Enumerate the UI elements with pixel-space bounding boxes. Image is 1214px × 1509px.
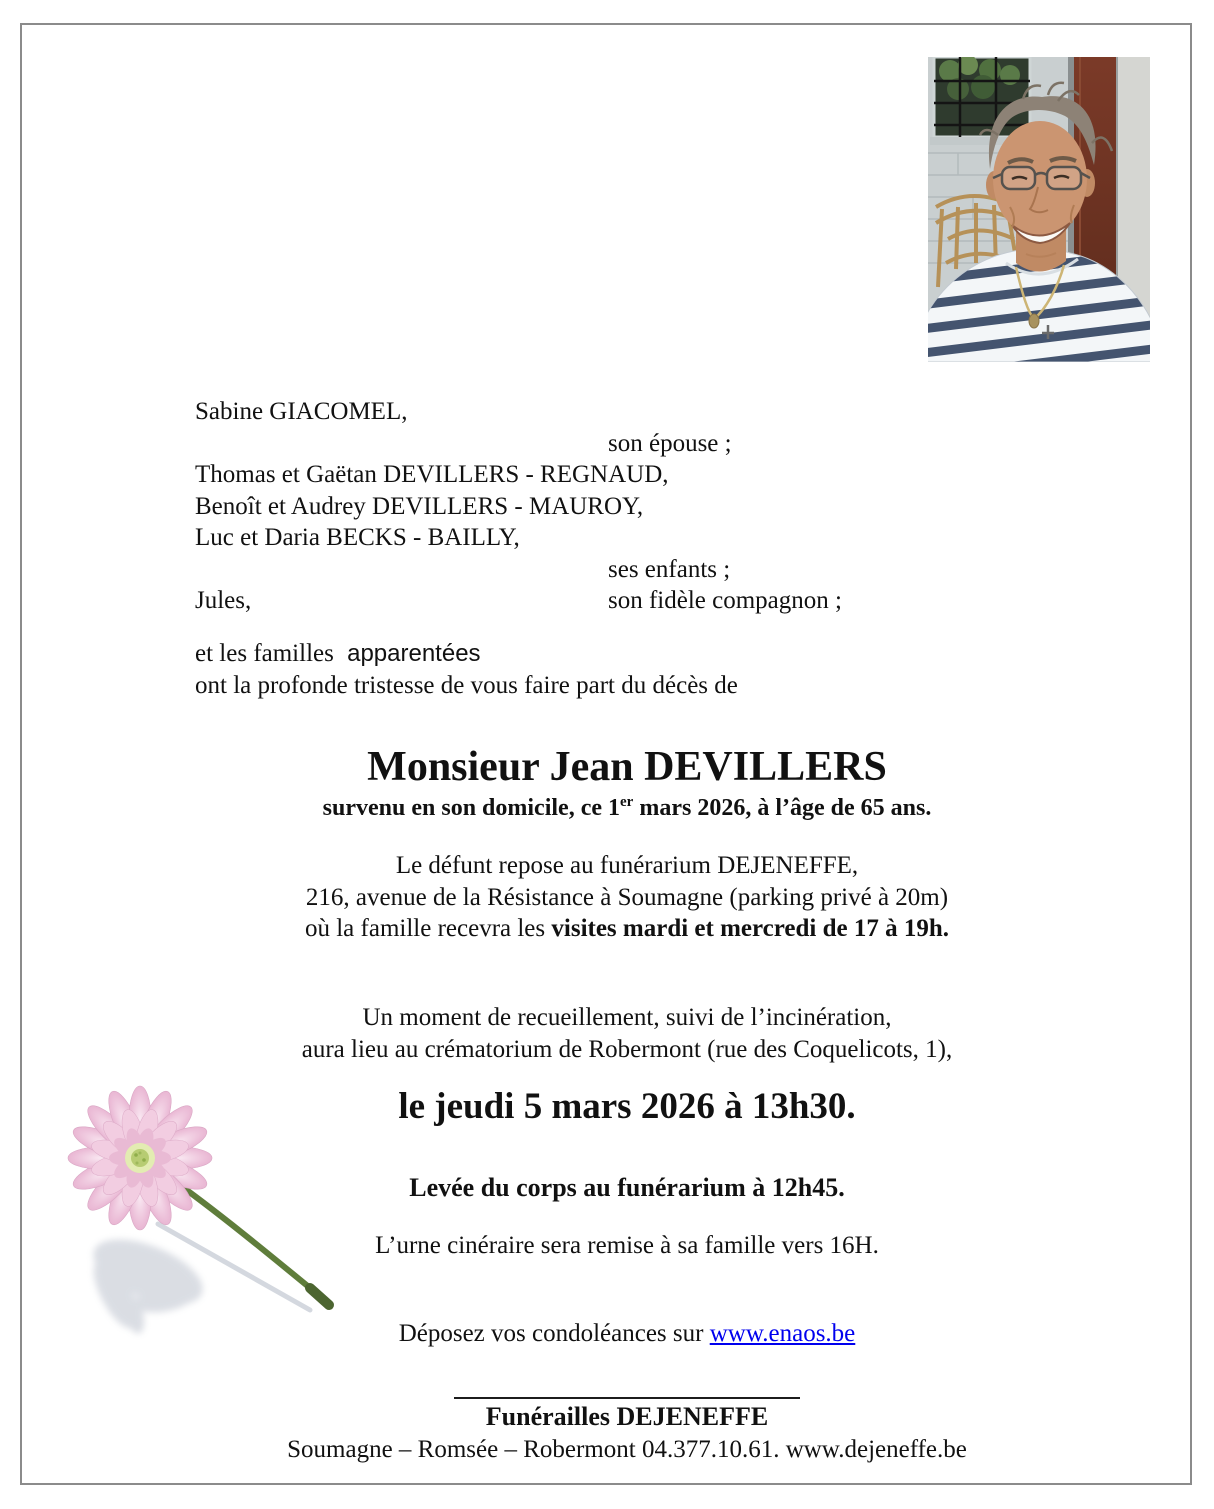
family-child-line: Thomas et Gaëtan DEVILLERS - REGNAUD,: [195, 461, 669, 488]
family-companion-line: Jules,: [195, 587, 252, 614]
ceremony-date-line: le jeudi 5 mars 2026 à 13h30.: [398, 1086, 856, 1127]
repose-line-3: [62, 913, 1192, 944]
enaos-link[interactable]: www.enaos.be: [709, 1320, 856, 1347]
ordinal-superscript: er: [620, 794, 634, 810]
death-prefix: survenu en son domicile, ce 1: [322, 795, 620, 821]
levee-du-corps-line: Levée du corps au funérarium à 12h45.: [409, 1173, 845, 1202]
family-wife-role: son épouse ;: [608, 430, 732, 457]
funeral-home-name: Funérailles DEJENEFFE: [485, 1402, 769, 1431]
funeral-home-address: Soumagne – Romsée – Robermont 04.377.10.61. www.dejeneffe.be: [287, 1436, 967, 1463]
repose-line-2: 216, avenue de la Résistance à Soumagne (parking privé à 20m): [305, 884, 949, 911]
family-child-line: Luc et Daria BECKS - BAILLY,: [195, 524, 520, 551]
death-suffix: mars 2026, à l’âge de 65 ans.: [633, 795, 932, 821]
ceremony-line-1: Un moment de recueillement, suivi de l’incinération,: [362, 1004, 892, 1031]
condolences-prefix: Déposez vos condoléances sur: [398, 1320, 710, 1347]
family-child-line: Benoît et Audrey DEVILLERS - MAUROY,: [195, 493, 644, 520]
ceremony-line-2: aura lieu au crématorium de Robermont (rue des Coquelicots, 1),: [301, 1036, 953, 1063]
related-families-sans: apparentées: [347, 640, 481, 667]
family-companion-role: son fidèle compagnon ;: [608, 587, 842, 614]
footer-divider: [454, 1397, 800, 1399]
repose-line-3-prefix: où la famille recevra les: [304, 915, 552, 942]
death-details-line: [62, 793, 1192, 823]
deceased-name-title: Monsieur Jean DEVILLERS: [367, 744, 887, 790]
related-families-line: [195, 638, 481, 669]
repose-line-1: Le défunt repose au funérarium DEJENEFFE,: [395, 852, 859, 879]
deceased-portrait-photo: [928, 57, 1150, 362]
urne-line: L’urne cinéraire sera remise à sa famille vers 16H.: [375, 1232, 879, 1259]
flower-image: [38, 1082, 358, 1392]
family-wife-line: Sabine GIACOMEL,: [195, 398, 408, 425]
related-families-serif: et les familles: [195, 640, 341, 667]
pink-flower-illustration: [38, 1082, 358, 1392]
announcement-line: ont la profonde tristesse de vous faire part du décès de: [195, 672, 738, 699]
visits-schedule-bold: visites mardi et mercredi de 17 à 19h.: [551, 915, 950, 942]
family-children-role: ses enfants ;: [608, 556, 731, 583]
portrait-photo-illustration: [928, 57, 1150, 362]
